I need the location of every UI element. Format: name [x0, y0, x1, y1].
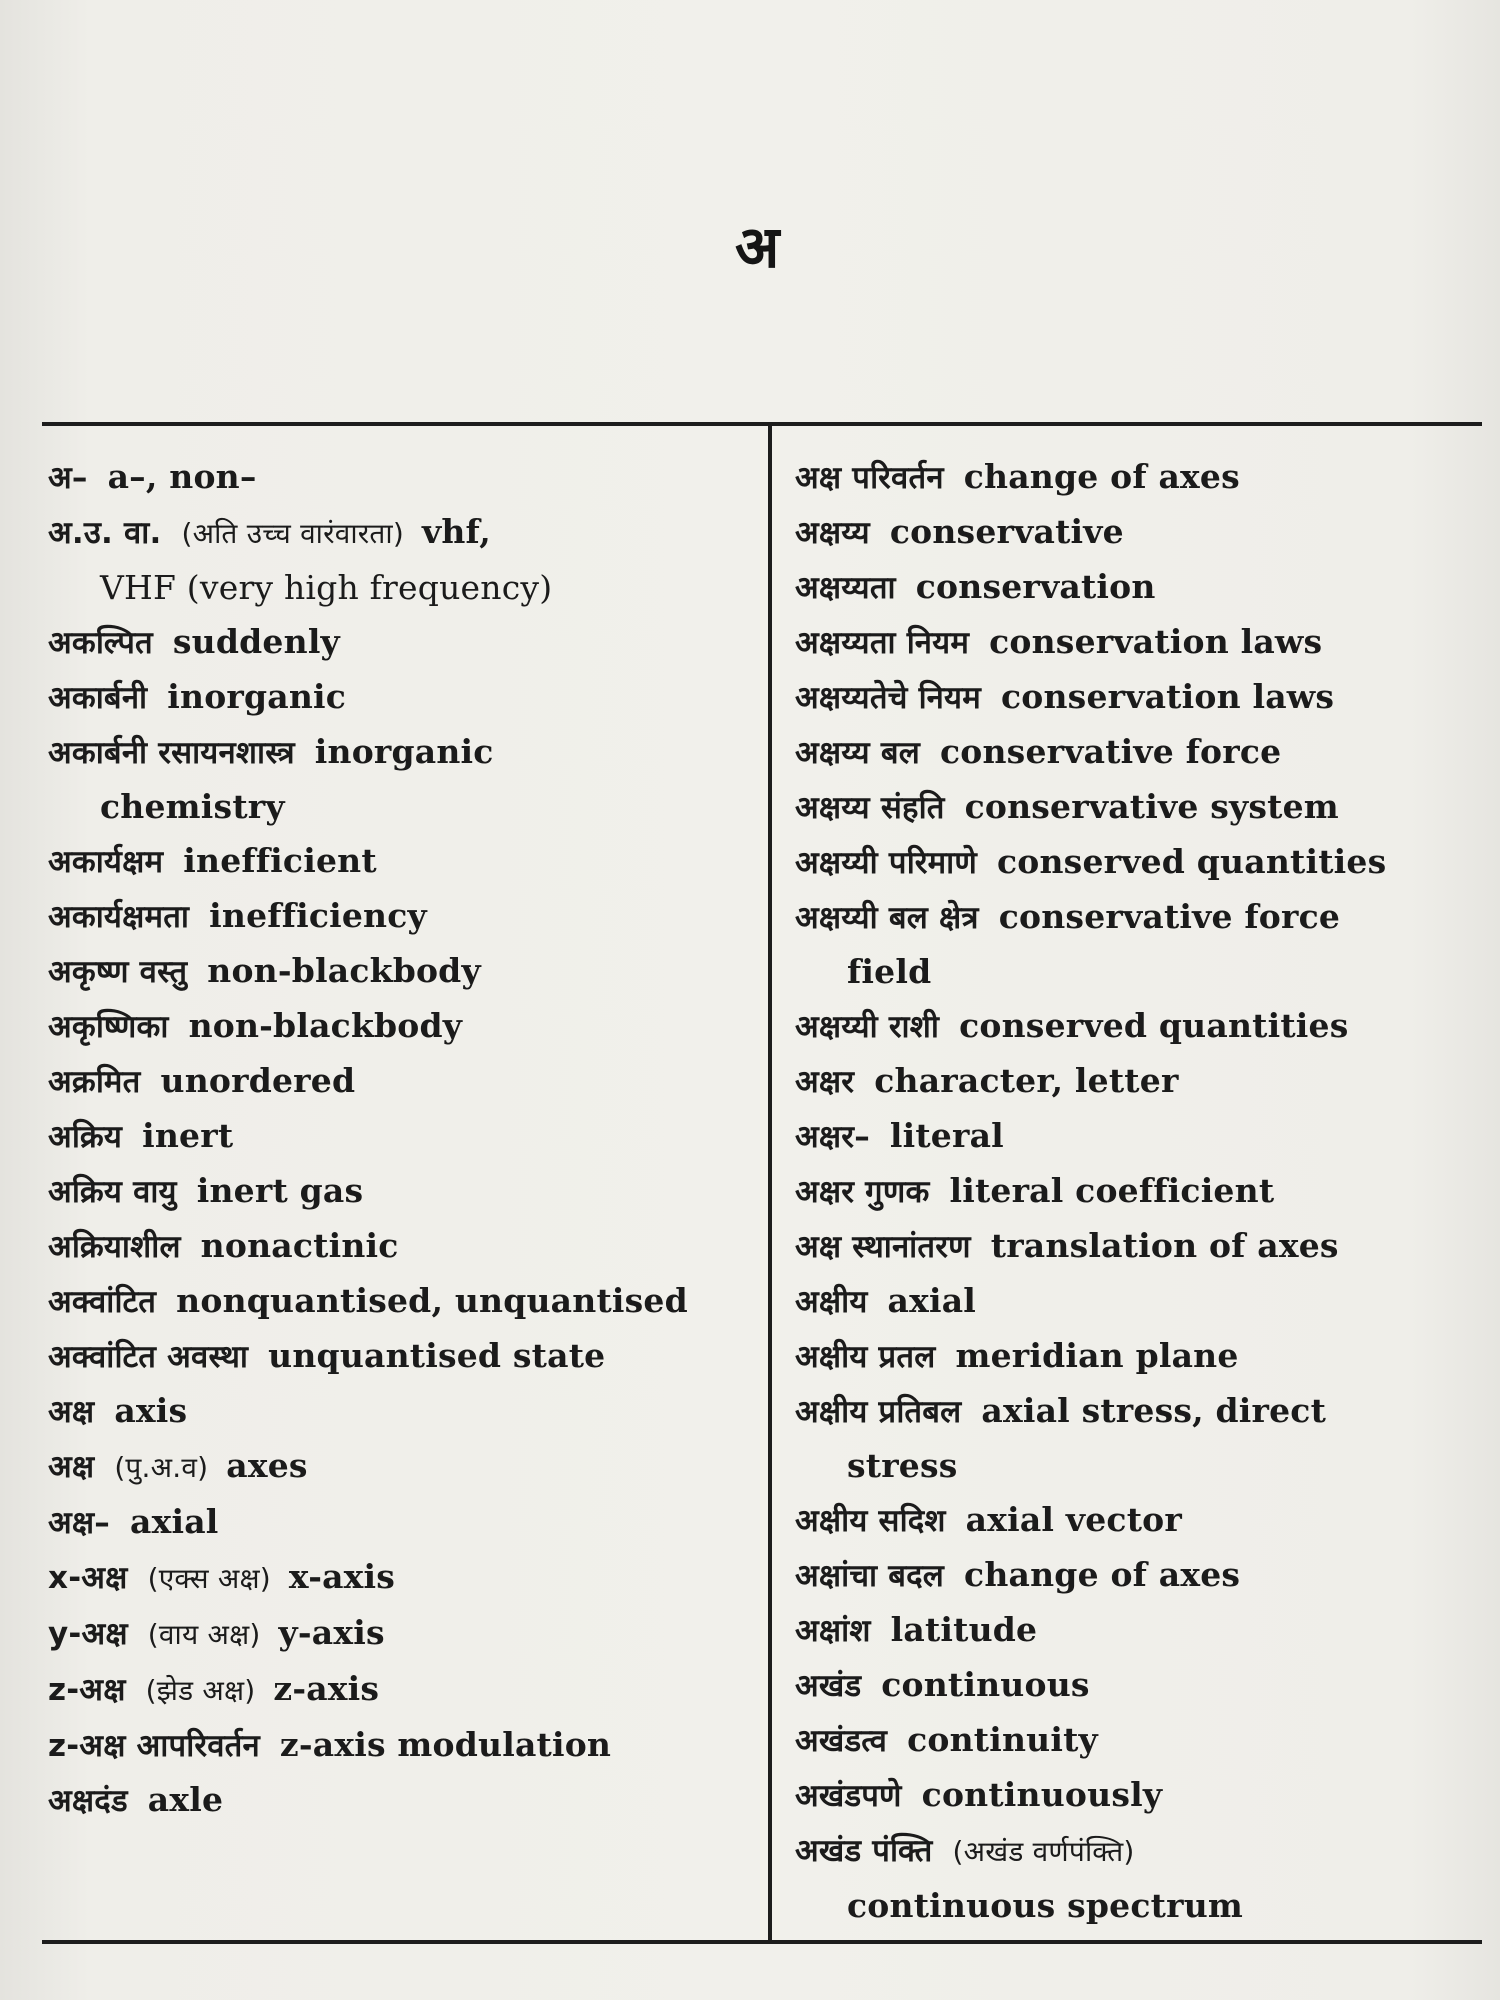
- english-term: conservative force: [998, 897, 1341, 936]
- marathi-term: अखंड पंक्ति: [795, 1833, 933, 1869]
- marathi-term: अक्ष: [48, 1449, 95, 1485]
- marathi-term: अक्रमित: [48, 1064, 141, 1100]
- marathi-term: अक्वांटित अवस्था: [48, 1339, 249, 1375]
- marathi-term: z-अक्ष: [48, 1672, 126, 1708]
- dictionary-entry: [795, 1164, 1495, 1219]
- dictionary-entry: [795, 670, 1495, 725]
- marathi-term: अकार्बनी: [48, 680, 148, 716]
- english-term: continuous: [881, 1665, 1090, 1704]
- dictionary-entry: [48, 1219, 758, 1274]
- column-divider: [768, 424, 772, 1942]
- dictionary-entry: [48, 1606, 758, 1662]
- dictionary-entry: [48, 1773, 758, 1828]
- english-term: conservative system: [964, 787, 1339, 826]
- dictionary-entry: [48, 1054, 758, 1109]
- marathi-term: अक्षय्यता: [795, 570, 896, 606]
- marathi-term: अक्ष परिवर्तन: [795, 460, 944, 496]
- term-note: (वाय अक्ष): [147, 1618, 261, 1651]
- marathi-term: अक्षर गुणक: [795, 1174, 930, 1210]
- marathi-term: अकृष्णिका: [48, 1009, 169, 1045]
- english-term: continuously: [921, 1775, 1163, 1814]
- english-term: z-axis: [273, 1669, 380, 1708]
- english-term: conservation: [915, 567, 1156, 606]
- term-note: (पु.अ.व): [114, 1451, 209, 1484]
- english-term: unquantised state: [268, 1336, 606, 1375]
- marathi-term: अक्षय्य: [795, 515, 870, 551]
- english-term: vhf,: [421, 512, 491, 551]
- marathi-term: अक्वांटित: [48, 1284, 157, 1320]
- english-term: inorganic: [167, 677, 347, 716]
- dictionary-entry: [48, 1495, 758, 1550]
- marathi-term: अक्षीय प्रतिबल: [795, 1394, 962, 1430]
- marathi-term: अक्षदंड: [48, 1783, 128, 1819]
- english-term: inefficiency: [209, 896, 427, 935]
- term-note: (झेड अक्ष): [145, 1674, 256, 1707]
- dictionary-entry: [48, 1274, 758, 1329]
- english-term: literal: [889, 1116, 1004, 1155]
- dictionary-entry: [48, 1439, 758, 1495]
- marathi-term: अक्ष स्थानांतरण: [795, 1229, 971, 1265]
- marathi-term: अक्रिय वायु: [48, 1174, 177, 1210]
- marathi-term: y-अक्ष: [48, 1616, 128, 1652]
- english-term: y-axis: [278, 1613, 385, 1652]
- english-term: non-blackbody: [188, 1006, 463, 1045]
- top-rule: [42, 422, 1482, 426]
- marathi-term: अकार्यक्षमता: [48, 899, 190, 935]
- english-term: suddenly: [172, 622, 340, 661]
- marathi-term: अ.उ. वा.: [48, 515, 162, 551]
- dictionary-entry: [795, 1658, 1495, 1713]
- english-term: axial: [887, 1281, 977, 1320]
- dictionary-entry: [795, 1603, 1495, 1658]
- english-term: literal coefficient: [949, 1171, 1275, 1210]
- marathi-term: अखंडपणे: [795, 1778, 902, 1814]
- dictionary-entry: [48, 1329, 758, 1384]
- bottom-rule: [42, 1940, 1482, 1944]
- marathi-term: अक्षय्यतेचे नियम: [795, 680, 981, 716]
- marathi-term: अक्षय्यी राशी: [795, 1009, 940, 1045]
- dictionary-entry: [795, 1768, 1495, 1823]
- marathi-term: अक्ष: [48, 1394, 95, 1430]
- marathi-term: अक्ष–: [48, 1505, 111, 1541]
- marathi-term: अक्षांचा बदल: [795, 1558, 945, 1594]
- dictionary-entry: [795, 1329, 1495, 1384]
- dictionary-entry: [795, 1823, 1495, 1933]
- english-term: conserved quantities: [996, 842, 1387, 881]
- english-term-continuation: VHF (very high frequency): [100, 568, 553, 607]
- dictionary-entry: [48, 1384, 758, 1439]
- dictionary-entry: [48, 615, 758, 670]
- dictionary-entry: [795, 1274, 1495, 1329]
- dictionary-entry: [48, 834, 758, 889]
- marathi-term: अक्षांश: [795, 1613, 871, 1649]
- marathi-term: अक्षय्यी बल क्षेत्र: [795, 900, 979, 936]
- marathi-term: अक्रिय: [48, 1119, 123, 1155]
- dictionary-entry: [795, 560, 1495, 615]
- marathi-term: अक्षीय प्रतल: [795, 1339, 936, 1375]
- dictionary-entry: [795, 1548, 1495, 1603]
- english-term: latitude: [890, 1610, 1038, 1649]
- dictionary-entry: [795, 450, 1495, 505]
- dictionary-entry: [48, 450, 758, 505]
- english-term: continuity: [907, 1720, 1098, 1759]
- english-term: nonquantised, unquantised: [176, 1281, 688, 1320]
- marathi-term: अक्षर–: [795, 1119, 870, 1155]
- left-column: [48, 450, 758, 1828]
- marathi-term: अक्षय्य बल: [795, 735, 920, 771]
- dictionary-entry: [48, 999, 758, 1054]
- english-term: axial vector: [965, 1500, 1182, 1539]
- dictionary-entry: [795, 615, 1495, 670]
- dictionary-entry: [48, 1109, 758, 1164]
- marathi-term: अक्षर: [795, 1064, 855, 1100]
- marathi-term: अकल्पित: [48, 625, 153, 661]
- english-term-continuation: field: [847, 952, 932, 991]
- english-term: conservative force: [939, 732, 1282, 771]
- dictionary-entry: [48, 1550, 758, 1606]
- marathi-term: अकृष्ण वस्तु: [48, 954, 188, 990]
- section-letter: अ: [735, 213, 780, 281]
- dictionary-entry: [48, 670, 758, 725]
- marathi-term: अक्षीय: [795, 1284, 868, 1320]
- english-term: meridian plane: [955, 1336, 1239, 1375]
- english-term: axis: [114, 1391, 188, 1430]
- marathi-term: अकार्बनी रसायनशास्त्र: [48, 735, 295, 771]
- english-term: unordered: [160, 1061, 356, 1100]
- english-term: translation of axes: [990, 1226, 1339, 1265]
- marathi-term: अ–: [48, 460, 88, 496]
- english-term-continuation: stress: [847, 1446, 958, 1485]
- dictionary-entry: [795, 890, 1495, 999]
- marathi-term: अखंड: [795, 1668, 862, 1704]
- dictionary-entry: [795, 1219, 1495, 1274]
- dictionary-entry: [795, 505, 1495, 560]
- english-term: conservation laws: [989, 622, 1323, 661]
- dictionary-entry: [795, 835, 1495, 890]
- english-term: nonactinic: [200, 1226, 399, 1265]
- marathi-term: अखंडत्व: [795, 1723, 888, 1759]
- english-term: conserved quantities: [959, 1006, 1349, 1045]
- right-column: [795, 450, 1495, 1933]
- marathi-term: x-अक्ष: [48, 1560, 128, 1596]
- english-term: change of axes: [963, 457, 1240, 496]
- dictionary-entry: [48, 1718, 758, 1773]
- marathi-term: अकार्यक्षम: [48, 844, 164, 880]
- dictionary-entry: [795, 1493, 1495, 1548]
- english-term: inert: [142, 1116, 234, 1155]
- marathi-term: अक्षय्यता नियम: [795, 625, 970, 661]
- english-term: z-axis modulation: [279, 1725, 612, 1764]
- english-term-continuation: continuous spectrum: [847, 1886, 1244, 1925]
- english-term: axial stress, direct: [981, 1391, 1327, 1430]
- marathi-term: z-अक्ष आपरिवर्तन: [48, 1728, 260, 1764]
- term-note: (अखंड वर्णपंक्ति): [952, 1835, 1135, 1868]
- english-term: a–, non–: [107, 457, 257, 496]
- marathi-term: अक्षय्यी परिमाणे: [795, 845, 977, 881]
- dictionary-entry: [48, 944, 758, 999]
- english-term: change of axes: [964, 1555, 1241, 1594]
- english-term: inefficient: [183, 841, 377, 880]
- term-note: (एक्स अक्ष): [147, 1562, 271, 1595]
- term-note: (अति उच्च वारंवारता): [181, 517, 404, 550]
- dictionary-entry: [795, 1109, 1495, 1164]
- english-term: non-blackbody: [207, 951, 481, 990]
- english-term: conservation laws: [1000, 677, 1335, 716]
- dictionary-entry: [795, 725, 1495, 780]
- dictionary-entry: [795, 999, 1495, 1054]
- english-term: axes: [226, 1446, 308, 1485]
- marathi-term: अक्षीय सदिश: [795, 1503, 946, 1539]
- marathi-term: अक्रियाशील: [48, 1229, 181, 1265]
- english-term: inorganic: [314, 732, 494, 771]
- dictionary-entry: [48, 889, 758, 944]
- dictionary-entry: [48, 725, 758, 834]
- dictionary-entry: [48, 505, 758, 615]
- dictionary-entry: [48, 1662, 758, 1718]
- english-term: conservative: [889, 512, 1124, 551]
- english-term: inert gas: [196, 1171, 364, 1210]
- english-term-continuation: chemistry: [100, 787, 285, 826]
- dictionary-entry: [795, 1713, 1495, 1768]
- marathi-term: अक्षय्य संहति: [795, 790, 945, 826]
- dictionary-entry: [795, 1384, 1495, 1493]
- dictionary-entry: [48, 1164, 758, 1219]
- dictionary-entry: [795, 780, 1495, 835]
- english-term: axial: [130, 1502, 219, 1541]
- english-term: axle: [147, 1780, 224, 1819]
- english-term: x-axis: [288, 1557, 396, 1596]
- dictionary-entry: [795, 1054, 1495, 1109]
- english-term: character, letter: [874, 1061, 1179, 1100]
